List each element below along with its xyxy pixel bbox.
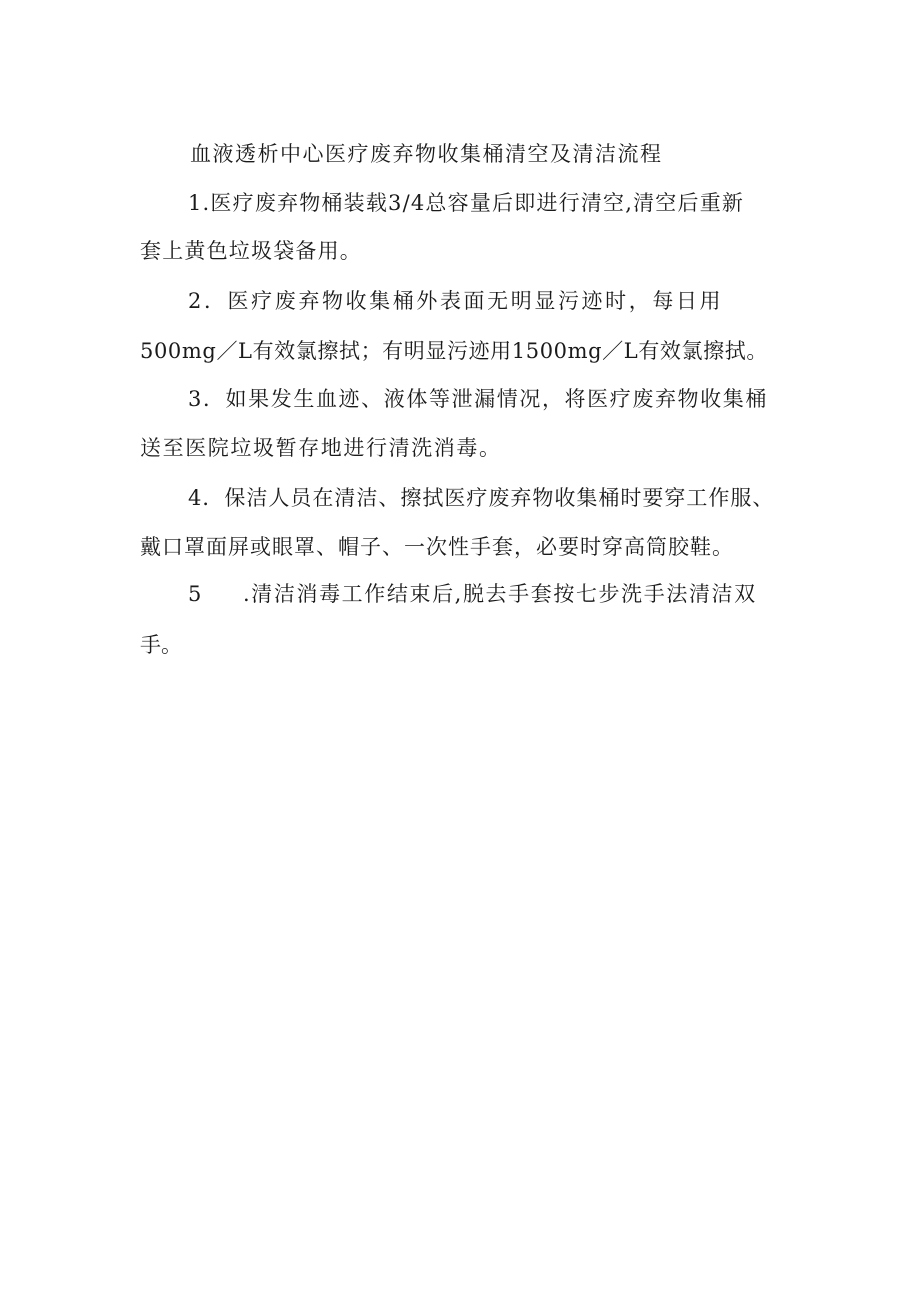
item-2-line-2: 500mg／L有效氯擦拭；有明显污迹用1500mg／L有效氯擦拭。 [140, 339, 768, 363]
item-5-text: .清洁消毒工作结束后,脱去手套按七步洗手法清洁双 [243, 582, 757, 606]
item-1-line-2: 套上黄色垃圾袋备用。 [140, 239, 362, 263]
item-3-line-1: 3．如果发生血迹、液体等泄漏情况，将医疗废弃物收集桶 [188, 387, 768, 411]
item-2-line-1: 2．医疗废弃物收集桶外表面无明显污迹时，每日用 [188, 289, 724, 313]
item-3-line-2: 送至医院垃圾暂存地进行清洗消毒。 [140, 436, 502, 460]
document-title: 血液透析中心医疗废弃物收集桶清空及清洁流程 [190, 142, 663, 166]
item-5-line-2: 手。 [140, 633, 182, 657]
item-1-line-1: 1.医疗废弃物桶装载3/4总容量后即进行清空,清空后重新 [188, 191, 745, 215]
item-4-line-1: 4．保洁人员在清洁、擦拭医疗废弃物收集桶时要穿工作服、 [188, 486, 775, 510]
item-4-line-2: 戴口罩面屏或眼罩、帽子、一次性手套，必要时穿高筒胶鞋。 [140, 535, 734, 559]
item-5-line-1 [188, 580, 757, 608]
item-5-number: 5 [188, 582, 203, 606]
